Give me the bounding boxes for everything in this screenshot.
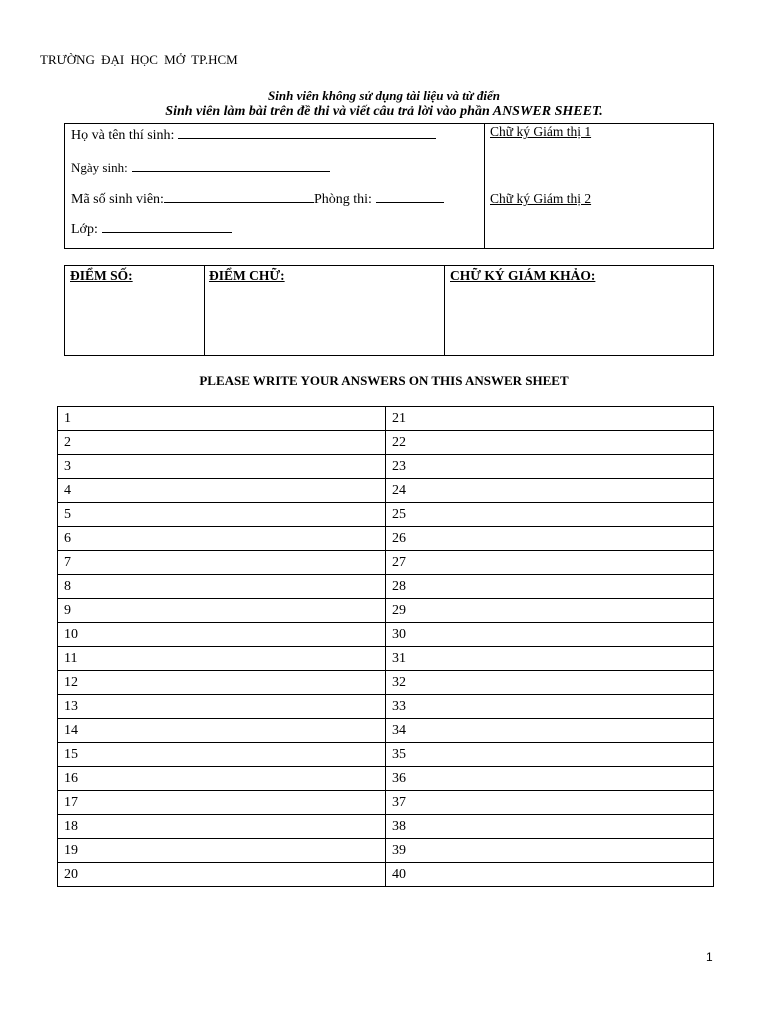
score-words-label: ĐIỂM CHỮ: (209, 268, 285, 283)
answer-cell[interactable]: 1 (58, 407, 386, 431)
answer-row (58, 719, 714, 743)
answer-cell[interactable]: 20 (58, 863, 386, 887)
score-divider-1 (204, 266, 205, 355)
answer-row (58, 575, 714, 599)
room-line (376, 201, 444, 203)
answer-cell[interactable]: 14 (58, 719, 386, 743)
answer-row (58, 647, 714, 671)
answer-cell[interactable]: 23 (386, 455, 714, 479)
answer-row (58, 767, 714, 791)
name-field[interactable] (71, 128, 436, 144)
class-field[interactable] (71, 222, 232, 238)
dob-line (132, 170, 330, 172)
answer-cell[interactable]: 24 (386, 479, 714, 503)
score-divider-2 (444, 266, 445, 355)
answer-row (58, 551, 714, 575)
answer-cell[interactable]: 12 (58, 671, 386, 695)
answer-cell[interactable]: 8 (58, 575, 386, 599)
dob-label: Ngày sinh: (71, 160, 128, 175)
answer-row (58, 863, 714, 887)
proctor-1-signature-label: Chữ ký Giám thị 1 (490, 124, 592, 139)
answer-cell[interactable]: 37 (386, 791, 714, 815)
info-divider (484, 124, 485, 248)
class-label: Lớp: (71, 222, 98, 237)
answer-row (58, 623, 714, 647)
answer-cell[interactable]: 16 (58, 767, 386, 791)
score-number-label: ĐIỂM SỐ: (70, 268, 133, 283)
answer-cell[interactable]: 30 (386, 623, 714, 647)
answer-cell[interactable]: 19 (58, 839, 386, 863)
grader-signature-label: CHỮ KÝ GIÁM KHẢO: (450, 268, 596, 283)
answer-row (58, 431, 714, 455)
answer-row (58, 815, 714, 839)
dob-field[interactable] (71, 160, 330, 176)
score-box (64, 265, 714, 356)
answer-row (58, 671, 714, 695)
answer-cell[interactable]: 39 (386, 839, 714, 863)
answer-cell[interactable]: 25 (386, 503, 714, 527)
answer-table (57, 406, 714, 887)
answer-cell[interactable]: 29 (386, 599, 714, 623)
class-line (102, 231, 232, 233)
answer-row (58, 791, 714, 815)
student-info-box (64, 123, 714, 249)
name-line (178, 137, 436, 139)
answer-cell[interactable]: 5 (58, 503, 386, 527)
page-number: 1 (706, 950, 713, 964)
answer-cell[interactable]: 35 (386, 743, 714, 767)
answer-row (58, 839, 714, 863)
answer-cell[interactable]: 11 (58, 647, 386, 671)
answer-cell[interactable]: 36 (386, 767, 714, 791)
answer-row (58, 527, 714, 551)
answer-cell[interactable]: 18 (58, 815, 386, 839)
answer-cell[interactable]: 13 (58, 695, 386, 719)
answer-cell[interactable]: 2 (58, 431, 386, 455)
answer-cell[interactable]: 22 (386, 431, 714, 455)
answer-cell[interactable]: 28 (386, 575, 714, 599)
answer-cell[interactable]: 26 (386, 527, 714, 551)
school-name: TRƯỜNG ĐẠI HỌC MỞ TP.HCM (40, 52, 238, 67)
answer-cell[interactable]: 10 (58, 623, 386, 647)
answer-cell[interactable]: 7 (58, 551, 386, 575)
answer-row (58, 455, 714, 479)
student-id-line (164, 201, 314, 203)
answer-cell[interactable]: 9 (58, 599, 386, 623)
answer-cell[interactable]: 33 (386, 695, 714, 719)
proctor-2-signature-label: Chữ ký Giám thị 2 (490, 191, 592, 206)
answer-row (58, 407, 714, 431)
answer-row (58, 695, 714, 719)
instruction-line-2: Sinh viên làm bài trên đề thi và viết câu trả lời vào phần ANSWER SHEET. (165, 104, 603, 119)
answer-cell[interactable]: 38 (386, 815, 714, 839)
answer-cell[interactable]: 21 (386, 407, 714, 431)
student-id-label: Mã số sinh viên: (71, 192, 164, 207)
answer-row (58, 479, 714, 503)
answer-cell[interactable]: 40 (386, 863, 714, 887)
room-label: Phòng thi: (313, 192, 372, 207)
answer-row (58, 743, 714, 767)
answer-cell[interactable]: 3 (58, 455, 386, 479)
student-id-field[interactable] (71, 192, 444, 208)
answer-cell[interactable]: 31 (386, 647, 714, 671)
answer-sheet-title: PLEASE WRITE YOUR ANSWERS ON THIS ANSWER SHEET (199, 373, 569, 388)
answer-row (58, 599, 714, 623)
answer-row (58, 503, 714, 527)
answer-cell[interactable]: 6 (58, 527, 386, 551)
name-label: Họ và tên thí sinh: (71, 128, 175, 143)
answer-cell[interactable]: 32 (386, 671, 714, 695)
answer-cell[interactable]: 4 (58, 479, 386, 503)
answer-cell[interactable]: 17 (58, 791, 386, 815)
instruction-line-1: Sinh viên không sử dụng tài liệu và từ điển (268, 88, 500, 103)
answer-cell[interactable]: 27 (386, 551, 714, 575)
answer-cell[interactable]: 15 (58, 743, 386, 767)
answer-cell[interactable]: 34 (386, 719, 714, 743)
